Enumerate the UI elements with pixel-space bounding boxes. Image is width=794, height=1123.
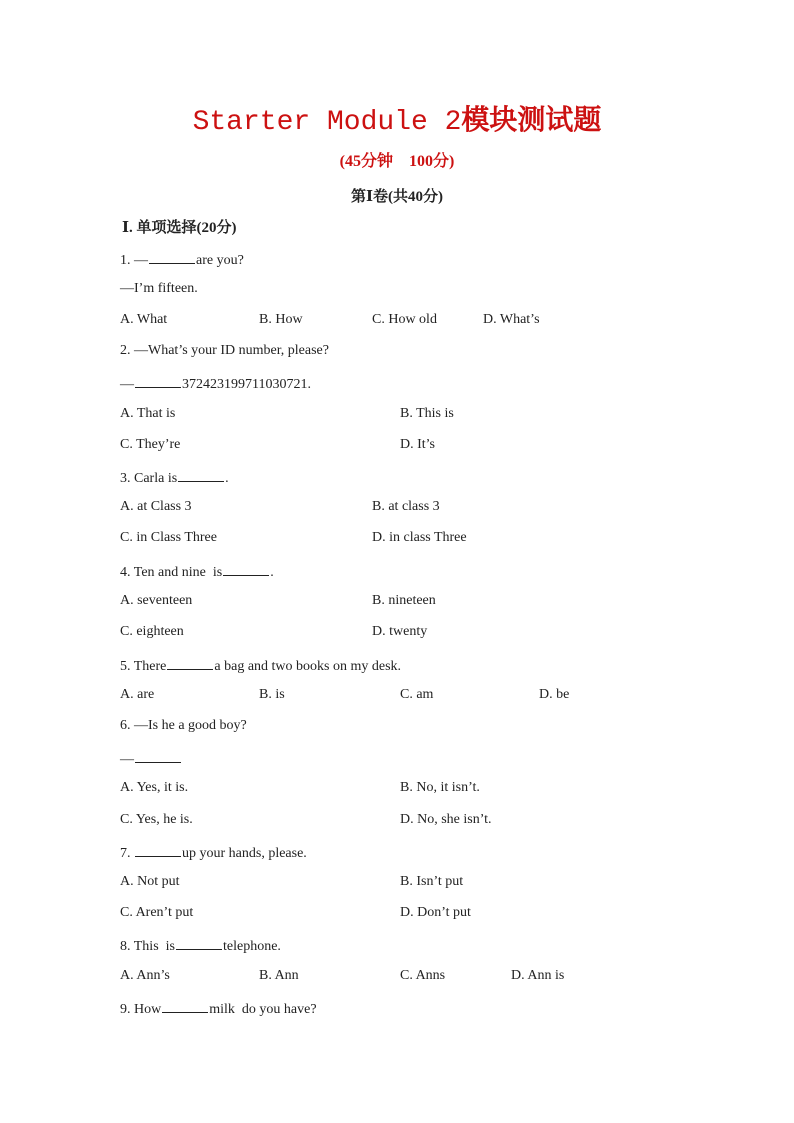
question-6: 6. —Is he a good boy? — [120, 718, 247, 733]
option-d: D. be — [539, 687, 570, 702]
answer-blank — [178, 467, 224, 482]
question-9: 9. How milk do you have? — [120, 998, 317, 1019]
part-heading: 第Ⅰ卷(共40分) — [350, 189, 443, 205]
question-8: 8. This is telephone. — [120, 935, 281, 956]
option-c: C. in Class Three — [120, 530, 217, 545]
option-a: A. Ann’s — [120, 968, 170, 983]
option-b: B. This is — [400, 406, 454, 421]
option-b: B. No, it isn’t. — [400, 780, 480, 795]
option-b: B. Isn’t put — [400, 874, 464, 889]
option-d: D. It’s — [400, 437, 435, 452]
option-c: C. eighteen — [120, 624, 184, 639]
question-7: 7. up your hands, please. — [120, 842, 307, 863]
option-c: C. am — [400, 687, 434, 702]
option-a: A. at Class 3 — [120, 499, 192, 514]
option-a: A. are — [120, 687, 155, 702]
time-and-score: (45分钟 100分) — [339, 153, 455, 170]
option-c: C. Yes, he is. — [120, 812, 193, 827]
answer-blank — [162, 998, 208, 1013]
option-b: B. at class 3 — [372, 499, 440, 514]
page-title — [0, 98, 794, 138]
option-b: B. nineteen — [372, 593, 436, 608]
option-a: A. Not put — [120, 874, 180, 889]
option-a: A. That is — [120, 406, 176, 421]
option-c: C. Aren’t put — [120, 905, 194, 920]
answer-blank — [167, 655, 213, 670]
question-6-reply: — — [120, 748, 182, 769]
answer-blank — [149, 249, 195, 264]
answer-blank — [223, 561, 269, 576]
option-a: A. Yes, it is. — [120, 780, 189, 795]
option-d: D. twenty — [372, 624, 428, 639]
option-c: C. How old — [372, 312, 437, 327]
option-a: A. seventeen — [120, 593, 193, 608]
answer-blank — [135, 748, 181, 763]
option-d: D. What’s — [483, 312, 540, 327]
question-2: 2. —What’s your ID number, please? — [120, 343, 329, 358]
question-5: 5. There a bag and two books on my desk. — [120, 655, 401, 676]
option-d: D. in class Three — [372, 530, 467, 545]
option-b: B. is — [259, 687, 285, 702]
option-c: C. Anns — [400, 968, 446, 983]
answer-blank — [176, 935, 222, 950]
option-d: D. No, she isn’t. — [400, 812, 492, 827]
title-english: Starter Module 2 — [192, 107, 462, 138]
option-a: A. What — [120, 312, 168, 327]
question-1-reply: —I’m fifteen. — [120, 281, 198, 296]
option-d: D. Ann is — [511, 968, 565, 983]
question-1: 1. — are you? — [120, 249, 244, 270]
answer-blank — [135, 842, 181, 857]
option-b: B. Ann — [259, 968, 299, 983]
option-c: C. They’re — [120, 437, 181, 452]
question-3: 3. Carla is . — [120, 467, 229, 488]
answer-blank — [135, 373, 181, 388]
question-4: 4. Ten and nine is . — [120, 561, 274, 582]
question-2-reply: — 372423199711030721. — [120, 373, 311, 394]
title-chinese: 模块测试题 — [461, 103, 602, 136]
option-b: B. How — [259, 312, 303, 327]
section-heading: Ⅰ. 单项选择(20分) — [122, 220, 237, 236]
option-d: D. Don’t put — [400, 905, 471, 920]
